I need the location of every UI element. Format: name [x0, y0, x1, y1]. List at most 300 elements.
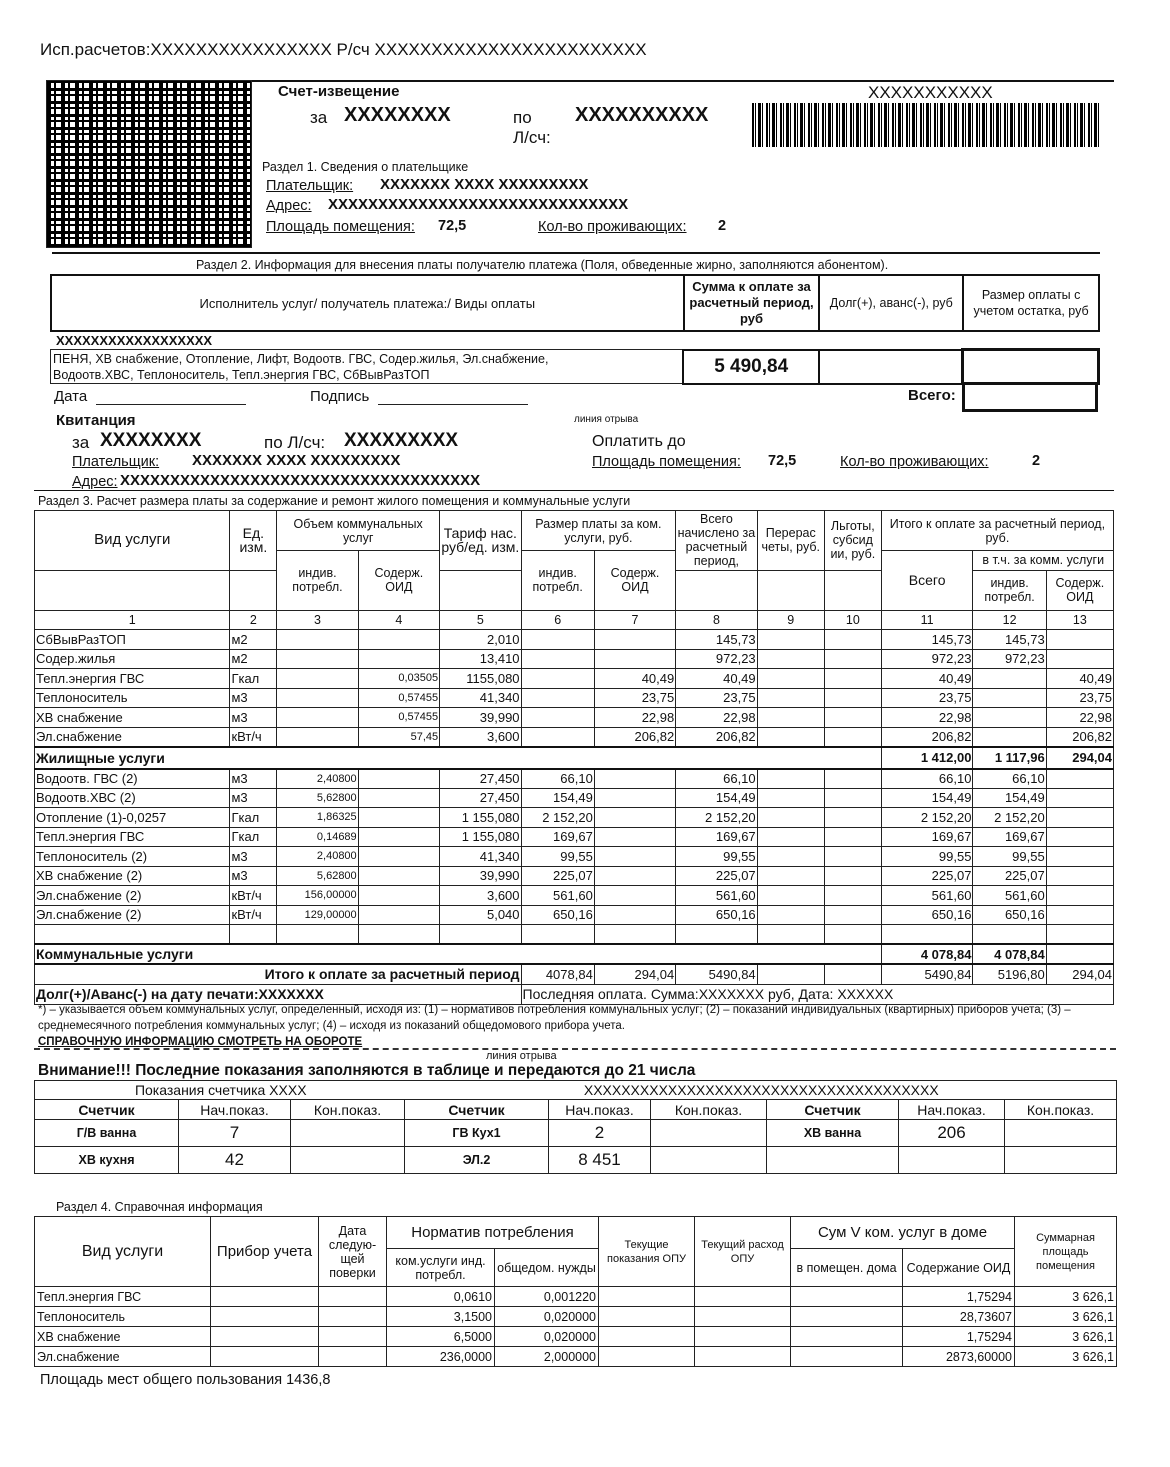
utilities-label: Коммунальные услуги: [35, 944, 882, 964]
meter-end-input[interactable]: [291, 1120, 405, 1147]
residents-value: 2: [718, 218, 727, 234]
receipt-area-label: Площадь помещения:: [592, 454, 741, 470]
table-cell: [757, 788, 824, 808]
table-cell: [277, 925, 358, 945]
s2-debt-input[interactable]: [819, 350, 963, 384]
table-cell: [594, 866, 675, 886]
table-cell: 206,82: [881, 727, 973, 747]
table-cell: [521, 649, 594, 669]
residents-label: Кол-во проживающих:: [538, 219, 687, 235]
table-cell: [594, 630, 675, 650]
table-cell: [521, 688, 594, 708]
table-cell: 650,16: [881, 905, 973, 925]
meters-warning: Внимание!!! Последние показания заполняются в таблице и передаются до 21 числа: [38, 1062, 696, 1079]
table-cell: [757, 866, 824, 886]
table-cell: [277, 727, 358, 747]
table-cell: 23,75: [1046, 688, 1113, 708]
table-cell: [358, 769, 439, 789]
table-cell: 0,0610: [387, 1287, 495, 1307]
s2-col1: Исполнитель услуг/ получатель платежа:/ Виды оплаты: [51, 275, 684, 331]
table-cell: [757, 769, 824, 789]
table-cell: 2,40800: [277, 847, 358, 867]
receipt-ls-label: по Л/сч:: [264, 433, 326, 452]
table-cell: [1046, 649, 1113, 669]
receipt-residents-label: Кол-во проживающих:: [840, 454, 989, 470]
barcode: [752, 103, 1099, 147]
column-number: 3: [277, 610, 358, 630]
notice-period: XXXXXXXX: [344, 104, 451, 126]
section2-services-table: [50, 348, 1100, 385]
grand-total: 5490,84: [881, 964, 973, 984]
table-cell: [824, 866, 881, 886]
h-oid-charge: Содерж. ОИД: [594, 551, 675, 611]
h-total-group: Итого к оплате за расчетный период, руб.: [881, 511, 1113, 551]
table-cell: [973, 669, 1046, 689]
reference-table: [34, 1216, 1117, 1367]
h-start-3: Нач.показ.: [899, 1100, 1005, 1120]
meter-end-input[interactable]: [651, 1147, 767, 1174]
table-cell: 650,16: [521, 905, 594, 925]
table-cell: 2 152,20: [521, 808, 594, 828]
table-cell: [695, 1327, 791, 1347]
h-indiv-charge: индив. потребл.: [521, 551, 594, 611]
table-row: [35, 1287, 1117, 1307]
table-cell: [791, 1347, 903, 1367]
table-cell: [824, 649, 881, 669]
table-cell: 5,040: [440, 905, 521, 925]
table-cell: 154,49: [676, 788, 757, 808]
table-row: [35, 727, 1114, 747]
table-cell: Водоотв.ХВС (2): [35, 788, 230, 808]
table-cell: 66,10: [881, 769, 973, 789]
meter-start: 8 451: [549, 1147, 651, 1174]
table-cell: [757, 905, 824, 925]
table-cell: [791, 1307, 903, 1327]
table-cell: [824, 630, 881, 650]
reference-note: СПРАВОЧНУЮ ИНФОРМАЦИЮ СМОТРЕТЬ НА ОБОРОТЕ: [38, 1036, 363, 1048]
table-cell: 23,75: [881, 688, 973, 708]
s4-h-cur-flow: Текущий расход ОПУ: [695, 1217, 791, 1287]
total-label: Всего:: [908, 387, 956, 404]
meter-name: ГВ Кух1: [405, 1120, 549, 1147]
table-cell: 3 626,1: [1015, 1347, 1117, 1367]
table-cell: Тепл.энергия ГВС: [35, 827, 230, 847]
section2-title: Раздел 2. Информация для внесения платы получателю платежа (Поля, обведенные жирно, заполняются абонентом).: [196, 258, 889, 272]
h-meter-2: Счетчик: [405, 1100, 549, 1120]
table-cell: [1046, 769, 1113, 789]
date-line[interactable]: [96, 404, 246, 405]
table-cell: 2,000000: [495, 1347, 599, 1367]
table-cell: [521, 708, 594, 728]
table-cell: 2873,60000: [903, 1347, 1015, 1367]
table-row: [35, 630, 1114, 650]
table-cell: [757, 688, 824, 708]
h-oid-total: Содерж. ОИД: [1046, 570, 1113, 610]
services-line1: ПЕНЯ, ХВ снабжение, Отопление, Лифт, Водоотв. ГВС, Содер.жилья, Эл.снабжение,: [53, 351, 549, 366]
table-cell: 0,020000: [495, 1307, 599, 1327]
meter-end-input[interactable]: [1005, 1120, 1117, 1147]
payer-label: Плательщик:: [266, 178, 354, 194]
s4-h-area: Суммарная площадь помещения: [1015, 1217, 1117, 1287]
meter-start: 2: [549, 1120, 651, 1147]
column-number: 13: [1046, 610, 1113, 630]
table-cell: [1046, 788, 1113, 808]
table-cell: 3 626,1: [1015, 1307, 1117, 1327]
signature-label: Подпись: [310, 388, 370, 405]
notice-po-label: по: [513, 108, 532, 127]
table-cell: [973, 925, 1046, 945]
table-cell: [824, 769, 881, 789]
table-cell: 99,55: [676, 847, 757, 867]
meter-name: ХВ кухня: [35, 1147, 179, 1174]
table-cell: 561,60: [521, 886, 594, 906]
section2-table: [50, 274, 1100, 332]
receipt-payer-label: Плательщик:: [72, 454, 160, 470]
notice-ls-label: Л/сч:: [513, 128, 551, 147]
table-row: [35, 925, 1114, 945]
table-cell: 2 152,20: [973, 808, 1046, 828]
table-cell: [358, 788, 439, 808]
table-cell: Эл.снабжение: [35, 1347, 211, 1367]
section2-rule: [52, 252, 1100, 254]
table-cell: Водоотв. ГВС (2): [35, 769, 230, 789]
housing-total: 1 412,00: [881, 747, 973, 769]
last-payment: Последняя оплата. Сумма:XXXXXXX руб, Дата: XXXXXX: [521, 984, 1113, 1004]
receipt-address-label: Адрес:: [72, 474, 118, 490]
column-number: 11: [881, 610, 973, 630]
table-cell: 972,23: [881, 649, 973, 669]
h-incl: в т.ч. за комм. услуги: [973, 551, 1114, 571]
table-cell: [277, 649, 358, 669]
table-cell: [973, 727, 1046, 747]
table-cell: [695, 1347, 791, 1367]
h-indiv-volume: индив. потребл.: [277, 551, 358, 611]
h-start-1: Нач.показ.: [179, 1100, 291, 1120]
table-cell: 0,001220: [495, 1287, 599, 1307]
table-cell: [973, 688, 1046, 708]
s2-col4: Размер оплаты с учетом остатка, руб: [963, 275, 1099, 331]
receipt-account: XXXXXXXXX: [344, 430, 459, 451]
h-meter-1: Счетчик: [35, 1100, 179, 1120]
table-cell: Гкал: [230, 827, 277, 847]
table-cell: [824, 925, 881, 945]
table-cell: 2 152,20: [881, 808, 973, 828]
s2-col3: Долг(+), аванс(-), руб: [819, 275, 963, 331]
table-cell: 6,5000: [387, 1327, 495, 1347]
table-row: [35, 708, 1114, 728]
table-cell: 169,67: [676, 827, 757, 847]
table-cell: 0,57455: [358, 688, 439, 708]
table-cell: [695, 1287, 791, 1307]
table-cell: [319, 1287, 387, 1307]
table-row: [35, 866, 1114, 886]
table-cell: 40,49: [676, 669, 757, 689]
table-cell: Теплоноситель: [35, 1307, 211, 1327]
table-cell: [757, 630, 824, 650]
table-cell: [1046, 808, 1113, 828]
table-row: [35, 1347, 1117, 1367]
section3-rule: [34, 490, 1114, 491]
table-cell: 0,57455: [358, 708, 439, 728]
table-cell: 3,600: [440, 727, 521, 747]
grand-label: Итого к оплате за расчетный период: [35, 964, 522, 984]
notice-za-label: за: [310, 108, 328, 127]
column-number: 6: [521, 610, 594, 630]
table-cell: [1046, 905, 1113, 925]
table-cell: 41,340: [440, 688, 521, 708]
table-row: [35, 1307, 1117, 1327]
section1-title: Раздел 1. Сведения о плательщике: [262, 160, 469, 174]
table-cell: [757, 708, 824, 728]
table-cell: [757, 886, 824, 906]
table-cell: 1 155,080: [440, 827, 521, 847]
receipt-period: XXXXXXXX: [100, 430, 202, 451]
table-cell: 236,0000: [387, 1347, 495, 1367]
meter-start: 7: [179, 1120, 291, 1147]
table-cell: [358, 886, 439, 906]
table-cell: [358, 905, 439, 925]
h-start-2: Нач.показ.: [549, 1100, 651, 1120]
common-area: Площадь мест общего пользования 1436,8: [40, 1372, 331, 1388]
receipt-area-value: 72,5: [768, 453, 797, 469]
table-cell: [757, 727, 824, 747]
table-cell: Теплоноситель: [35, 688, 230, 708]
table-cell: [594, 925, 675, 945]
table-cell: кВт/ч: [230, 905, 277, 925]
table-cell: 206,82: [676, 727, 757, 747]
table-cell: [824, 688, 881, 708]
table-cell: [757, 827, 824, 847]
footnote: *) – указывается объем коммунальных услуг, определенный, исходя из: (1) – нормативов потребления коммунальных услуг; (2) – показаний индивидуальных (квартирных) приборов учета; (3) – среднемесячного потребления коммунальных услуг; (4) – исходя из показаний общедомового прибора учета.: [38, 1004, 1071, 1032]
table-cell: м3: [230, 866, 277, 886]
table-cell: [211, 1307, 319, 1327]
calculation-table: [34, 510, 1114, 1005]
table-cell: 156,00000: [277, 886, 358, 906]
table-cell: [824, 847, 881, 867]
s4-h-service: Вид услуги: [35, 1217, 211, 1287]
services-line2: Водоотв.ХВС, Теплоноситель, Тепл.энергия ГВС, СбВывРазТОП: [53, 367, 430, 382]
table-cell: [1046, 925, 1113, 945]
table-cell: 99,55: [881, 847, 973, 867]
table-cell: [358, 925, 439, 945]
table-cell: Эл.снабжение: [35, 727, 230, 747]
receipt-cut-line: линия отрыва: [574, 414, 639, 425]
column-number: 5: [440, 610, 521, 630]
table-cell: СбВывРазТОП: [35, 630, 230, 650]
table-cell: [1046, 866, 1113, 886]
table-cell: 2,010: [440, 630, 521, 650]
column-number: 4: [358, 610, 439, 630]
meter-name: Г/В ванна: [35, 1120, 179, 1147]
table-cell: ХВ снабжение: [35, 1327, 211, 1347]
table-cell: 22,98: [1046, 708, 1113, 728]
table-row: [35, 886, 1114, 906]
column-number: 8: [676, 610, 757, 630]
table-cell: м2: [230, 649, 277, 669]
table-cell: 57,45: [358, 727, 439, 747]
table-cell: Содер.жилья: [35, 649, 230, 669]
table-cell: м3: [230, 769, 277, 789]
grand-oid: 294,04: [594, 964, 675, 984]
grand-benefits: [824, 964, 881, 984]
s4-h-date: Дата следую- щей поверки: [319, 1217, 387, 1287]
utilities-total: 4 078,84: [881, 944, 973, 964]
table-cell: 22,98: [594, 708, 675, 728]
receipt-address-value: XXXXXXXXXXXXXXXXXXXXXXXXXXXXXXXXXXXX: [120, 472, 481, 489]
table-row: [35, 669, 1114, 689]
table-cell: м3: [230, 688, 277, 708]
table-cell: [277, 669, 358, 689]
s4-h-device: Прибор учета: [211, 1217, 319, 1287]
table-cell: [521, 669, 594, 689]
column-number: 9: [757, 610, 824, 630]
h-volume: Объем коммунальных услуг: [277, 511, 440, 551]
s4-h-norm-ind: ком.услуги инд. потребл.: [387, 1249, 495, 1287]
table-cell: [521, 727, 594, 747]
services-cell: [51, 350, 684, 384]
table-row: [35, 788, 1114, 808]
table-cell: [791, 1287, 903, 1307]
s4-h-sum-room: в помещен. дома: [791, 1249, 903, 1287]
table-cell: 23,75: [594, 688, 675, 708]
table-cell: ХВ снабжение (2): [35, 866, 230, 886]
table-cell: [211, 1287, 319, 1307]
table-cell: [358, 847, 439, 867]
table-cell: 22,98: [676, 708, 757, 728]
table-cell: [757, 669, 824, 689]
table-cell: м3: [230, 788, 277, 808]
meter-end-input[interactable]: [1005, 1147, 1117, 1174]
recipient: XXXXXXXXXXXXXXXXXX: [56, 333, 213, 348]
h-meter-3: Счетчик: [767, 1100, 899, 1120]
table-cell: 27,450: [440, 769, 521, 789]
address-label: Адрес:: [266, 198, 312, 214]
table-cell: [695, 1307, 791, 1327]
table-cell: 99,55: [973, 847, 1046, 867]
table-cell: [824, 727, 881, 747]
table-cell: [358, 866, 439, 886]
table-row: [35, 649, 1114, 669]
table-cell: [358, 827, 439, 847]
table-cell: [594, 769, 675, 789]
utilities-total-oid: [1046, 944, 1113, 964]
table-cell: 23,75: [676, 688, 757, 708]
receipt-title: Квитанция: [56, 412, 136, 429]
table-cell: 145,73: [676, 630, 757, 650]
table-cell: [599, 1307, 695, 1327]
table-cell: 206,82: [594, 727, 675, 747]
total-input[interactable]: [962, 382, 1098, 412]
table-cell: 972,23: [676, 649, 757, 669]
h-end-3: Кон.показ.: [1005, 1100, 1117, 1120]
table-cell: [319, 1307, 387, 1327]
notice-account: XXXXXXXXXX: [575, 104, 709, 126]
grand-recalc: [757, 964, 824, 984]
table-cell: 0,020000: [495, 1327, 599, 1347]
table-cell: [757, 649, 824, 669]
meters-table: [34, 1080, 1117, 1174]
date-label: Дата: [54, 388, 88, 405]
table-cell: 40,49: [881, 669, 973, 689]
table-cell: [594, 847, 675, 867]
table-cell: 145,73: [881, 630, 973, 650]
meter-name: [767, 1147, 899, 1174]
table-cell: [358, 630, 439, 650]
table-cell: 1,86325: [277, 808, 358, 828]
receipt-za-label: за: [72, 433, 90, 452]
table-cell: 99,55: [521, 847, 594, 867]
meter-end-input[interactable]: [291, 1147, 405, 1174]
table-cell: 1 155,080: [440, 808, 521, 828]
readings-value: XXXXXXXXXXXXXXXXXXXXXXXXXXXXXXXXXXXXXX: [405, 1081, 1117, 1100]
table-cell: 225,07: [881, 866, 973, 886]
meter-end-input[interactable]: [651, 1120, 767, 1147]
table-row: [35, 1327, 1117, 1347]
table-cell: 66,10: [676, 769, 757, 789]
barcode-text: XXXXXXXXXXX: [868, 83, 993, 102]
notice-top-rule: [252, 80, 1114, 82]
table-cell: [211, 1347, 319, 1367]
h-tariff: Тариф нас. руб/ед. изм.: [440, 511, 521, 571]
table-cell: [521, 630, 594, 650]
table-cell: 3,600: [440, 886, 521, 906]
h-recalc: Перерас четы, руб.: [757, 511, 824, 571]
table-cell: 129,00000: [277, 905, 358, 925]
s2-col2: Сумма к оплате за расчетный период, руб: [684, 275, 820, 331]
table-cell: [1046, 630, 1113, 650]
meter-name: ЭЛ.2: [405, 1147, 549, 1174]
table-cell: [1046, 847, 1113, 867]
table-cell: [358, 808, 439, 828]
table-cell: м3: [230, 708, 277, 728]
housing-total-indiv: 1 117,96: [973, 747, 1046, 769]
table-cell: [757, 808, 824, 828]
table-row: [35, 688, 1114, 708]
table-row: [35, 905, 1114, 925]
table-row: [35, 808, 1114, 828]
signature-line[interactable]: [378, 404, 528, 405]
table-cell: [824, 708, 881, 728]
section3-title: Раздел 3. Расчет размера платы за содержание и ремонт жилого помещения и коммунальные услуги: [38, 494, 631, 508]
table-cell: 22,98: [881, 708, 973, 728]
table-cell: 225,07: [973, 866, 1046, 886]
table-cell: кВт/ч: [230, 886, 277, 906]
table-cell: [594, 808, 675, 828]
table-cell: 66,10: [521, 769, 594, 789]
table-cell: 154,49: [881, 788, 973, 808]
table-cell: [824, 808, 881, 828]
table-cell: [757, 847, 824, 867]
table-cell: [319, 1347, 387, 1367]
table-cell: [973, 708, 1046, 728]
table-cell: [599, 1327, 695, 1347]
table-cell: 66,10: [973, 769, 1046, 789]
s2-payment-input[interactable]: [963, 350, 1099, 384]
table-cell: 154,49: [973, 788, 1046, 808]
top-line: Исп.расчетов:XXXXXXXXXXXXXXXX Р/сч XXXXXXXXXXXXXXXXXXXXXXXX: [40, 40, 647, 59]
table-cell: [277, 688, 358, 708]
grand-total-indiv: 5196,80: [973, 964, 1046, 984]
column-number: 2: [230, 610, 277, 630]
debt-label: Долг(+)/Аванс(-) на дату печати:XXXXXXX: [35, 984, 522, 1004]
table-cell: 154,49: [521, 788, 594, 808]
column-number: 12: [973, 610, 1046, 630]
table-cell: 3,1500: [387, 1307, 495, 1327]
table-cell: [521, 925, 594, 945]
s4-h-sum-oid: Содержание ОИД: [903, 1249, 1015, 1287]
table-cell: 3 626,1: [1015, 1287, 1117, 1307]
meter-start: 206: [899, 1120, 1005, 1147]
